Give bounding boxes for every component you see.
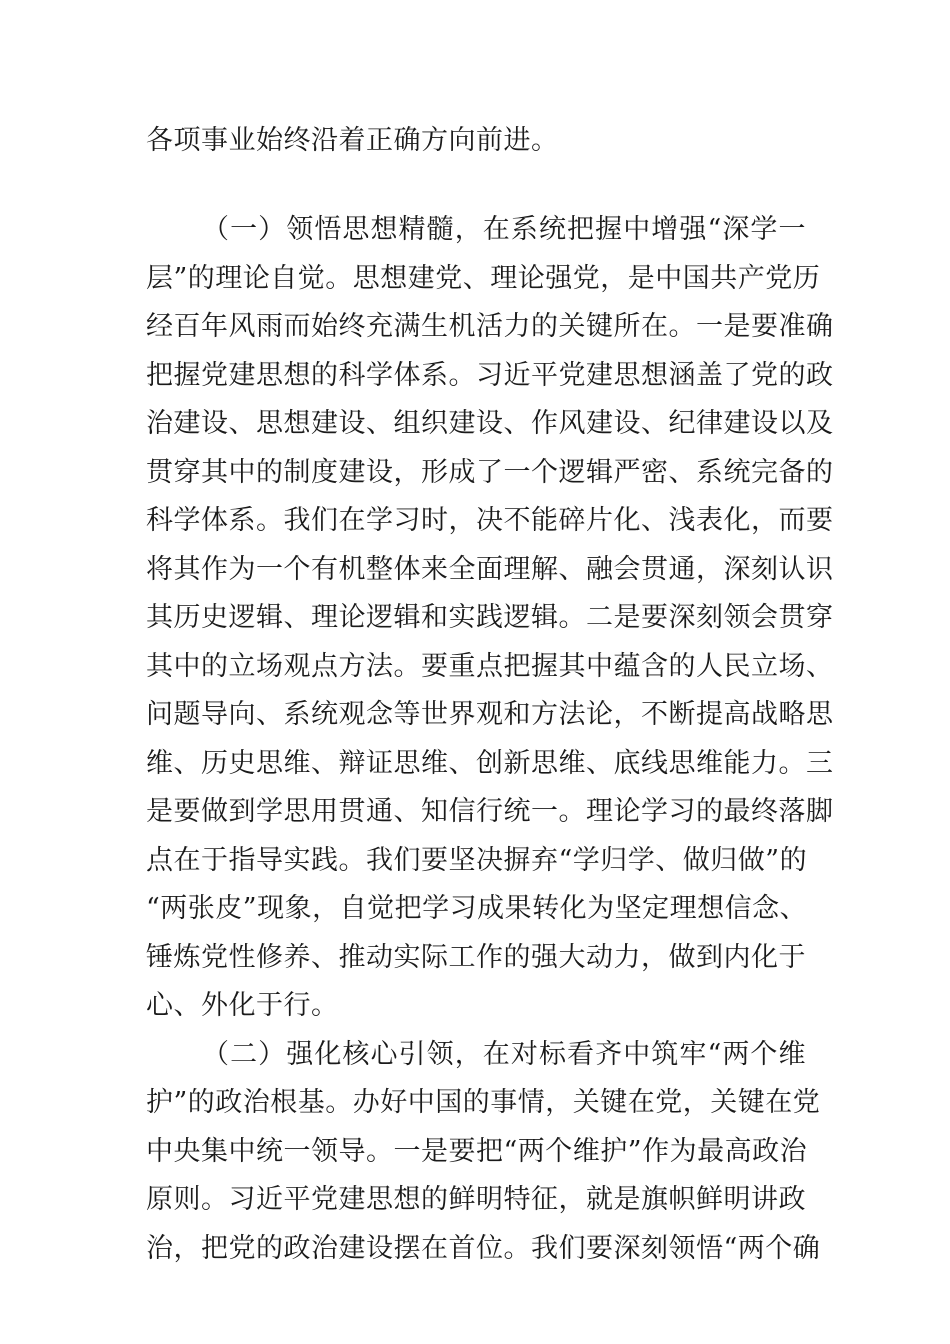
text-line: 把握党建思想的科学体系。习近平党建思想涵盖了党的政: [146, 360, 834, 391]
text-line: 心、外化于行。: [146, 990, 339, 1021]
text-line: 问题导向、系统观念等世界观和方法论，不断提高战略思: [146, 699, 834, 730]
text-line: 治建设、思想建设、组织建设、作风建设、纪律建设以及: [146, 408, 834, 439]
text-line: 是要做到学思用贯通、知信行统一。理论学习的最终落脚: [146, 796, 834, 827]
text-line: 各项事业始终沿着正确方向前进。: [146, 125, 559, 156]
text-line: 锤炼党性修养、推动实际工作的强大动力，做到内化于: [146, 942, 806, 973]
text-line: 其中的立场观点方法。要重点把握其中蕴含的人民立场、: [146, 651, 834, 682]
text-line: 科学体系。我们在学习时，决不能碎片化、浅表化，而要: [146, 505, 834, 536]
text-line: 中央集中统一领导。一是要把“两个维护”作为最高政治: [146, 1136, 808, 1167]
section-heading-1: （一）领悟思想精髓，在系统把握中增强“深学一: [202, 214, 806, 245]
text-line: 治，把党的政治建设摆在首位。我们要深刻领悟“两个确: [146, 1233, 821, 1264]
text-line: 护”的政治根基。办好中国的事情，关键在党，关键在党: [146, 1087, 821, 1118]
text-line: 经百年风雨而始终充满生机活力的关键所在。一是要准确: [146, 311, 834, 342]
text-line: 层”的理论自觉。思想建党、理论强党，是中国共产党历: [146, 263, 821, 294]
text-line: 点在于指导实践。我们要坚决摒弃“学归学、做归做”的: [146, 845, 808, 876]
text-line: 原则。习近平党建思想的鲜明特征，就是旗帜鲜明讲政: [146, 1184, 806, 1215]
section-heading-2: （二）强化核心引领，在对标看齐中筑牢“两个维: [202, 1039, 806, 1070]
text-line: 贯穿其中的制度建设，形成了一个逻辑严密、系统完备的: [146, 457, 834, 488]
text-line: “两张皮”现象，自觉把学习成果转化为坚定理想信念、: [146, 893, 808, 924]
text-line: 将其作为一个有机整体来全面理解、融会贯通，深刻认识: [146, 554, 834, 585]
text-line: 其历史逻辑、理论逻辑和实践逻辑。二是要深刻领会贯穿: [146, 602, 834, 633]
text-line: 维、历史思维、辩证思维、创新思维、底线思维能力。三: [146, 748, 834, 779]
